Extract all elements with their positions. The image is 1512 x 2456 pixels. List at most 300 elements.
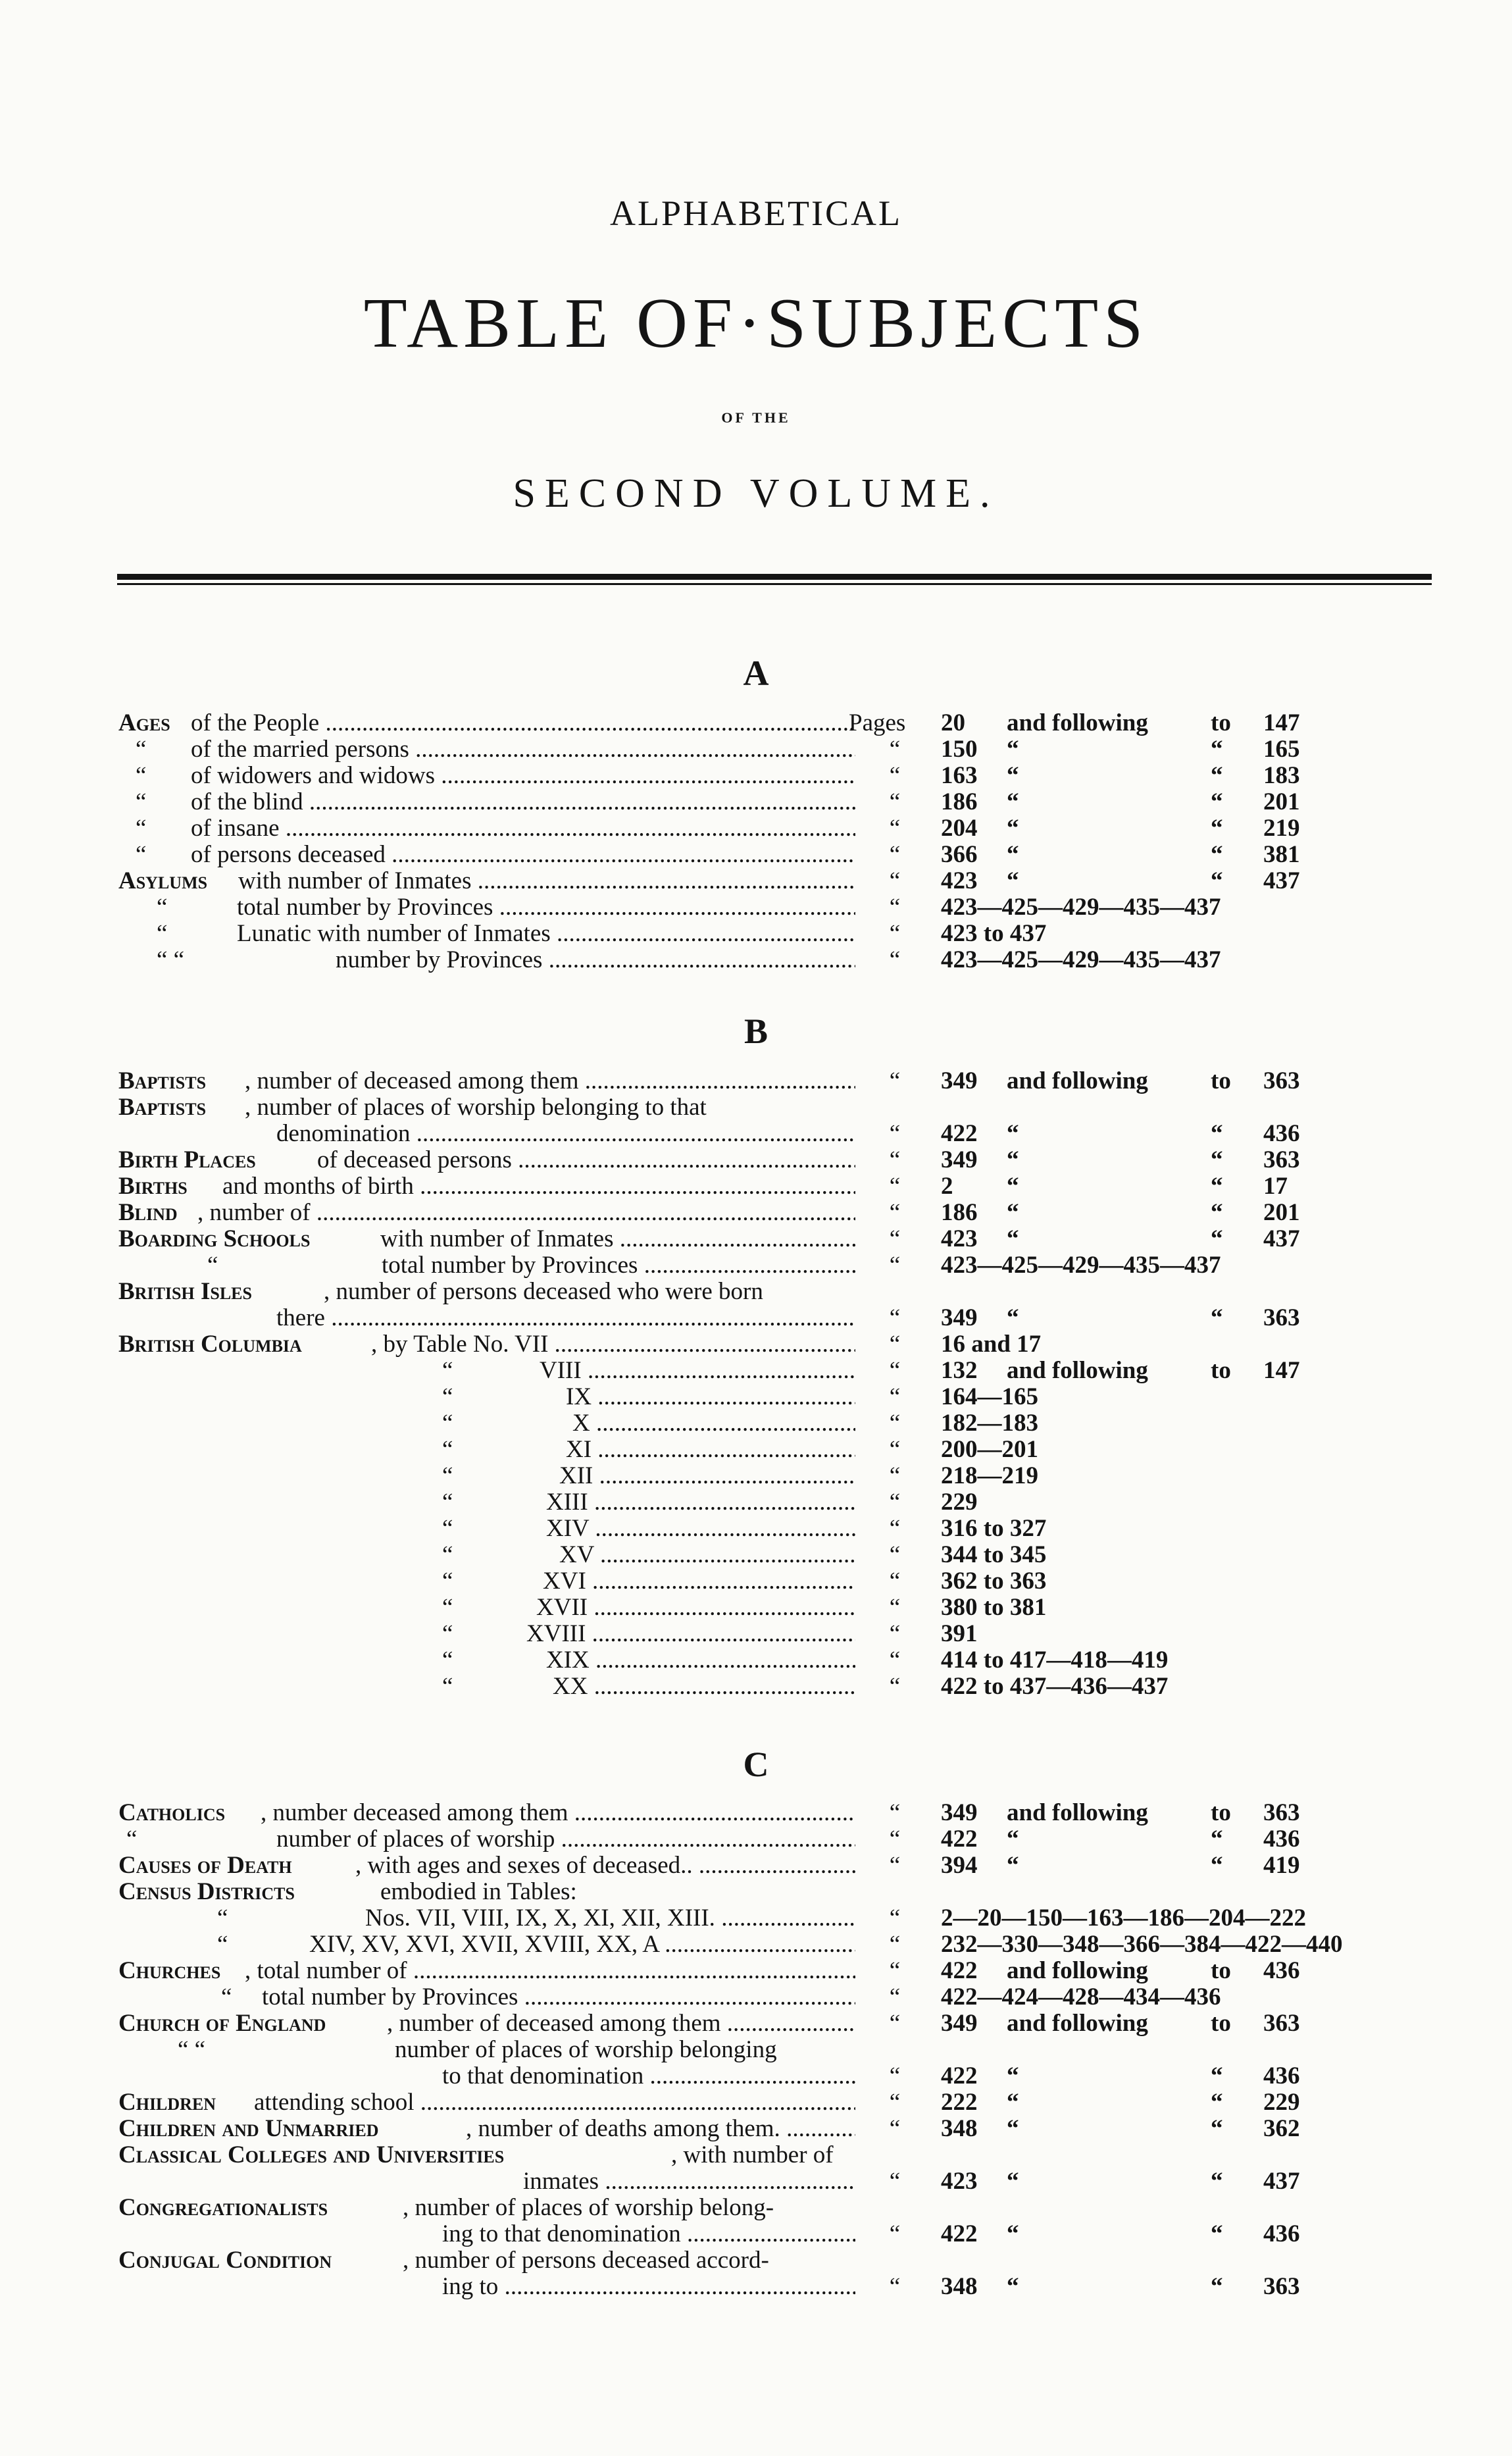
page-ref-start: 349 (941, 1304, 978, 1331)
page-ref-following: “ (1007, 1199, 1019, 1226)
page-ref-to: “ (1211, 788, 1223, 815)
entry-text: and months of birth ..... (222, 1173, 855, 1200)
entry-text: embodied in Tables: (380, 1878, 577, 1905)
page-ref-end: 363 (1263, 1304, 1300, 1331)
index-entry (0, 2089, 1512, 2116)
entry-text: with number of Inmates ..... (380, 1225, 855, 1253)
page-ref-following: “ (1007, 1826, 1019, 1853)
entry-text: , number of deaths among them. ..... (466, 2115, 855, 2143)
index-entry (0, 2036, 1512, 2064)
page-ref-end: 436 (1263, 1120, 1300, 1147)
ditto-mark: “ (136, 736, 147, 763)
index-entry (0, 1515, 1512, 1543)
pages-ditto-mark: “ (889, 1436, 901, 1463)
entry-text: XV ..... (559, 1541, 855, 1569)
ditto-mark: “ (442, 1357, 453, 1384)
page-ref-start: 422 (941, 1826, 978, 1853)
index-entry (0, 1620, 1512, 1648)
page-ref-to: “ (1211, 2273, 1223, 2300)
page-ref-end: 437 (1263, 867, 1300, 894)
page-ref-end: 219 (1263, 815, 1300, 842)
page-ref-end: 436 (1263, 2220, 1300, 2247)
page-ref-to: to (1211, 2010, 1231, 2037)
page-ref-end: 436 (1263, 2062, 1300, 2089)
ditto-mark: “ (126, 1826, 138, 1853)
index-entry (0, 1225, 1512, 1253)
page-ref-start: 362 to 363 (941, 1568, 1047, 1595)
ditto-mark: “ (442, 1410, 453, 1437)
page-ref-following: “ (1007, 2273, 1019, 2300)
page-ref-following: “ (1007, 762, 1019, 789)
ditto-mark: “ (442, 1541, 453, 1568)
pages-ditto-mark: “ (889, 1252, 901, 1279)
page-ref-start: 422 (941, 2220, 978, 2247)
page-ref-following: “ (1007, 1304, 1019, 1331)
index-entry (0, 894, 1512, 921)
page-ref-to: “ (1211, 736, 1223, 763)
page-ref-start: 348 (941, 2115, 978, 2142)
index-entry (0, 1067, 1512, 1095)
page-ref-following: “ (1007, 841, 1019, 868)
pages-ditto-mark: “ (889, 2168, 901, 2195)
page-ref-to: “ (1211, 2089, 1223, 2116)
entry-text: there ..... (276, 1304, 855, 1332)
page-ref-start: 132 (941, 1357, 978, 1384)
page-ref-following: “ (1007, 736, 1019, 763)
index-entry (0, 1304, 1512, 1332)
entry-text: X ..... (572, 1410, 855, 1437)
page-ref-following: “ (1007, 1852, 1019, 1879)
index-entry (0, 2194, 1512, 2222)
entry-heading: Children (118, 2089, 216, 2116)
entry-text: XIV ..... (546, 1515, 855, 1543)
index-entry (0, 1673, 1512, 1701)
page-ref-to: to (1211, 1957, 1231, 1984)
page-ref-following: “ (1007, 1120, 1019, 1147)
index-entry (0, 2141, 1512, 2169)
index-entry (0, 1878, 1512, 1906)
header-rule-thin (117, 583, 1432, 585)
page-ref-start: 222 (941, 2089, 978, 2116)
pages-ditto-mark: “ (889, 762, 901, 789)
entry-text: inmates ..... (523, 2168, 855, 2195)
entry-text: , total number of ..... (245, 1957, 855, 1985)
page-ref-following: and following (1007, 709, 1148, 736)
page-ref-following: “ (1007, 815, 1019, 842)
ditto-mark: “ “ (178, 2036, 206, 2063)
pages-ditto-mark: “ (889, 1620, 901, 1647)
pages-ditto-mark: “ (889, 736, 901, 763)
ditto-mark: “ (442, 1673, 453, 1700)
ditto-mark: “ (221, 1983, 232, 2010)
page-ref-start: 316 to 327 (941, 1515, 1047, 1542)
entry-text: , number of persons deceased accord- (403, 2247, 769, 2274)
ditto-mark: “ (442, 1620, 453, 1647)
page-ref-following: “ (1007, 2220, 1019, 2247)
index-entry (0, 1983, 1512, 2011)
pages-ditto-mark: “ (889, 1489, 901, 1516)
entry-text: ing to ..... (442, 2273, 855, 2301)
page-ref-following: “ (1007, 2115, 1019, 2142)
pages-ditto-mark: “ (889, 1515, 901, 1542)
page-ref-following: and following (1007, 1067, 1148, 1094)
pages-ditto-mark: “ (889, 1931, 901, 1958)
pages-ditto-mark: “ (889, 1905, 901, 1932)
entry-text: , number of persons deceased who were born (324, 1278, 763, 1305)
pages-ditto-mark: “ (889, 1462, 901, 1489)
page-ref-start: 423 to 437 (941, 920, 1047, 947)
page-ref-to: to (1211, 1357, 1231, 1384)
ditto-mark: “ (442, 1568, 453, 1595)
page-ref-to: “ (1211, 841, 1223, 868)
page-ref-start: 2 (941, 1173, 953, 1200)
entry-text: XVIII ..... (526, 1620, 855, 1648)
index-entry (0, 1357, 1512, 1385)
entry-heading: British Columbia (118, 1331, 302, 1358)
entry-text: XVI ..... (543, 1568, 855, 1595)
page-ref-following: “ (1007, 2062, 1019, 2089)
entry-text: , number of places of worship belonging to that (245, 1094, 707, 1121)
page-ref-following: “ (1007, 1173, 1019, 1200)
pages-ditto-mark: “ (889, 920, 901, 947)
index-entry (0, 867, 1512, 895)
pages-ditto-mark: “ (889, 1957, 901, 1984)
entry-heading: Baptists (118, 1094, 207, 1121)
entry-text: XII ..... (559, 1462, 855, 1490)
entry-heading: Census Districts (118, 1878, 295, 1905)
entry-heading: Conjugal Condition (118, 2247, 332, 2274)
page-ref-start: 163 (941, 762, 978, 789)
entry-heading: Births (118, 1173, 188, 1200)
index-entry (0, 1252, 1512, 1279)
pages-ditto-mark: “ (889, 1146, 901, 1173)
entry-text: , number of deceased among them ..... (387, 2010, 855, 2037)
index-entry (0, 1094, 1512, 1121)
page-ref-to: to (1211, 709, 1231, 736)
page-ref-start: 423 (941, 1225, 978, 1252)
index-entry (0, 762, 1512, 790)
pages-ditto-mark: “ (889, 1826, 901, 1853)
page-ref-start: 16 and 17 (941, 1331, 1042, 1358)
page-ref-start: 232—330—348—366—384—422—440 (941, 1931, 1343, 1958)
pages-ditto-mark: “ (889, 1199, 901, 1226)
page-ref-end: 363 (1263, 1799, 1300, 1826)
page-ref-start: 422 (941, 2062, 978, 2089)
page-ref-end: 437 (1263, 2168, 1300, 2195)
page-ref-following: “ (1007, 1146, 1019, 1173)
entry-text: IX ..... (566, 1383, 855, 1411)
entry-text: of widowers and widows ..... (191, 762, 855, 790)
page-ref-to: “ (1211, 2062, 1223, 2089)
index-entry (0, 1826, 1512, 1853)
page-ref-start: 422 (941, 1957, 978, 1984)
index-entry (0, 2115, 1512, 2143)
pages-ditto-mark: “ (889, 1852, 901, 1879)
page-ref-to: “ (1211, 1146, 1223, 1173)
entry-text: ing to that denomination ..... (442, 2220, 855, 2248)
entry-text: to that denomination ..... (442, 2062, 855, 2090)
pages-ditto-mark: “ (889, 1304, 901, 1331)
section-letter-a: A (743, 653, 769, 693)
page-ref-end: 17 (1263, 1173, 1288, 1200)
pages-ditto-mark: “ (889, 2220, 901, 2247)
page-ref-start: 414 to 417—418—419 (941, 1647, 1169, 1674)
page-ref-to: “ (1211, 762, 1223, 789)
entry-text: XVII ..... (536, 1594, 855, 1622)
entry-text: number by Provinces ..... (336, 946, 855, 974)
ditto-mark: “ (136, 788, 147, 815)
pages-ditto-mark: “ (889, 2115, 901, 2142)
ditto-mark: “ (157, 894, 168, 921)
ditto-mark: “ (442, 1462, 453, 1489)
page-ref-end: 165 (1263, 736, 1300, 763)
pages-ditto-mark: “ (889, 2062, 901, 2089)
ditto-mark: “ (442, 1383, 453, 1410)
page-ref-end: 363 (1263, 1146, 1300, 1173)
pages-ditto-mark: “ (889, 946, 901, 973)
entry-text: of the blind ..... (191, 788, 855, 816)
page-ref-start: 20 (941, 709, 965, 736)
entry-text: Lunatic with number of Inmates ..... (237, 920, 855, 948)
ditto-mark: “ (442, 1436, 453, 1463)
page-ref-start: 423—425—429—435—437 (941, 946, 1221, 973)
page-ref-to: “ (1211, 1199, 1223, 1226)
entry-text: of deceased persons ..... (317, 1146, 855, 1174)
page-ref-end: 381 (1263, 841, 1300, 868)
page-ref-start: 186 (941, 1199, 978, 1226)
entry-text: of the People ..... (191, 709, 855, 737)
entry-text: XX ..... (553, 1673, 855, 1701)
page-ref-start: 423—425—429—435—437 (941, 1252, 1221, 1279)
pages-ditto-mark: “ (889, 1594, 901, 1621)
entry-heading: Blind (118, 1199, 178, 1226)
page-ref-start: 366 (941, 841, 978, 868)
page-ref-end: 436 (1263, 1826, 1300, 1853)
page-ref-end: 201 (1263, 788, 1300, 815)
section-letter-c: C (743, 1745, 769, 1784)
page-ref-end: 363 (1263, 1067, 1300, 1094)
page-ref-to: “ (1211, 1304, 1223, 1331)
entry-text: of the married persons ..... (191, 736, 855, 763)
entry-text: , number of ..... (197, 1199, 855, 1227)
page-ref-to: “ (1211, 1173, 1223, 1200)
entry-text: of insane ..... (191, 815, 855, 842)
pages-ditto-mark: “ (889, 2010, 901, 2037)
page-title: TABLE OF·SUBJECTS (363, 284, 1149, 363)
pages-ditto-mark: “ (889, 2089, 901, 2116)
page-ref-start: 422 (941, 1120, 978, 1147)
index-entry (0, 2220, 1512, 2248)
page-ref-to: “ (1211, 2220, 1223, 2247)
pages-ditto-mark: “ (889, 1173, 901, 1200)
pages-ditto-mark: “ (889, 1331, 901, 1358)
entry-text: number of places of worship belonging (395, 2036, 777, 2063)
page-ref-start: 349 (941, 1067, 978, 1094)
page-ref-start: 218—219 (941, 1462, 1038, 1489)
page-ref-following: and following (1007, 2010, 1148, 2037)
pages-ditto-mark: “ (889, 1120, 901, 1147)
entry-text: XIII ..... (546, 1489, 855, 1516)
page-ref-start: 186 (941, 788, 978, 815)
page-ref-to: “ (1211, 815, 1223, 842)
entry-text: XIV, XV, XVI, XVII, XVIII, XX, A ..... (309, 1931, 855, 1958)
pages-ditto-mark: “ (889, 1673, 901, 1700)
index-entry (0, 1541, 1512, 1569)
entry-heading: Congregationalists (118, 2194, 328, 2221)
index-entry (0, 1931, 1512, 1958)
page-ref-start: 349 (941, 2010, 978, 2037)
entry-text: number of places of worship ..... (276, 1826, 855, 1853)
ditto-mark: “ (442, 1647, 453, 1674)
entry-text: total number by Provinces ..... (382, 1252, 855, 1279)
entry-heading: Churches (118, 1957, 221, 1984)
index-entry (0, 1146, 1512, 1174)
index-entry (0, 1410, 1512, 1437)
page-ref-start: 349 (941, 1799, 978, 1826)
index-entry (0, 1489, 1512, 1516)
entry-text: attending school ..... (254, 2089, 855, 2116)
ditto-mark: “ (442, 1594, 453, 1621)
page-ref-to: to (1211, 1067, 1231, 1094)
page-ref-to: “ (1211, 2115, 1223, 2142)
page-ref-start: 423 (941, 2168, 978, 2195)
ditto-mark: “ (207, 1252, 218, 1279)
entry-text: XI ..... (566, 1436, 855, 1464)
page-ref-start: 394 (941, 1852, 978, 1879)
page-ref-to: “ (1211, 2168, 1223, 2195)
entry-text: , number of places of worship belong- (403, 2194, 774, 2221)
entry-text: with number of Inmates ..... (238, 867, 855, 895)
index-entry (0, 1462, 1512, 1490)
section-letter-b: B (743, 1011, 769, 1051)
page-ref-following: “ (1007, 788, 1019, 815)
page-ref-start: 423—425—429—435—437 (941, 894, 1221, 921)
entry-text: , by Table No. VII ..... (371, 1331, 855, 1358)
pages-ditto-mark: “ (889, 867, 901, 894)
index-entry (0, 736, 1512, 763)
page-ref-end: 147 (1263, 1357, 1300, 1384)
page-ref-following: “ (1007, 2168, 1019, 2195)
page-ref-start: 344 to 345 (941, 1541, 1047, 1568)
entry-heading: Classical Colleges and Universities (118, 2141, 505, 2168)
page-ref-to: “ (1211, 867, 1223, 894)
pages-ditto-mark: “ (889, 1357, 901, 1384)
pages-ditto-mark: “ (889, 1225, 901, 1252)
page-ref-start: 391 (941, 1620, 978, 1647)
header-of-the: OF THE (721, 409, 791, 426)
page-ref-start: 423 (941, 867, 978, 894)
index-entry (0, 1647, 1512, 1674)
page-ref-end: 201 (1263, 1199, 1300, 1226)
index-entry (0, 946, 1512, 974)
index-entry (0, 1278, 1512, 1306)
index-entry (0, 1905, 1512, 1932)
page-ref-following: and following (1007, 1357, 1148, 1384)
entry-text: total number by Provinces ..... (262, 1983, 855, 2011)
entry-heading: Asylums (118, 867, 208, 894)
ditto-mark: “ (217, 1905, 228, 1932)
entry-heading: Baptists (118, 1067, 207, 1094)
entry-heading: Church of England (118, 2010, 326, 2037)
entry-text: total number by Provinces ..... (237, 894, 855, 921)
entry-text: XIX ..... (546, 1647, 855, 1674)
index-entry (0, 2247, 1512, 2274)
ditto-mark: “ (157, 920, 168, 947)
page-ref-start: 150 (941, 736, 978, 763)
entry-text: Nos. VII, VIII, IX, X, XI, XII, XIII. ..... (365, 1905, 855, 1932)
ditto-mark: “ (442, 1515, 453, 1542)
header-rule-thick (117, 574, 1432, 580)
entry-heading: Children and Unmarried (118, 2115, 379, 2142)
pages-ditto-mark: “ (889, 1067, 901, 1094)
entry-heading: Ages (118, 709, 170, 736)
page-ref-end: 147 (1263, 709, 1300, 736)
index-entry (0, 920, 1512, 948)
page-ref-following: “ (1007, 1225, 1019, 1252)
entry-text: VIII ..... (540, 1357, 855, 1385)
entry-text: of persons deceased ..... (191, 841, 855, 869)
pages-ditto-mark: Pages (849, 709, 906, 736)
pages-ditto-mark: “ (889, 894, 901, 921)
page-ref-start: 422—424—428—434—436 (941, 1983, 1221, 2010)
page-ref-end: 183 (1263, 762, 1300, 789)
entry-heading: Causes of Death (118, 1852, 292, 1879)
index-entry (0, 1436, 1512, 1464)
page-ref-end: 419 (1263, 1852, 1300, 1879)
page-ref-end: 437 (1263, 1225, 1300, 1252)
page-ref-end: 363 (1263, 2010, 1300, 2037)
page-ref-start: 348 (941, 2273, 978, 2300)
ditto-mark: “ (136, 815, 147, 842)
index-entry (0, 1173, 1512, 1200)
pages-ditto-mark: “ (889, 841, 901, 868)
index-entry (0, 1383, 1512, 1411)
index-entry (0, 1594, 1512, 1622)
ditto-mark: “ (217, 1931, 228, 1958)
pages-ditto-mark: “ (889, 815, 901, 842)
page-ref-end: 229 (1263, 2089, 1300, 2116)
page-ref-start: 182—183 (941, 1410, 1038, 1437)
entry-text: , number deceased among them ..... (261, 1799, 855, 1827)
page-ref-following: “ (1007, 2089, 1019, 2116)
page-ref-to: “ (1211, 1225, 1223, 1252)
entry-heading: Catholics (118, 1799, 226, 1826)
page-ref-end: 362 (1263, 2115, 1300, 2142)
page-ref-end: 363 (1263, 2273, 1300, 2300)
page-ref-following: “ (1007, 867, 1019, 894)
index-entry (0, 2168, 1512, 2195)
page-ref-following: and following (1007, 1957, 1148, 1984)
page-ref-following: and following (1007, 1799, 1148, 1826)
entry-text: , number of deceased among them ..... (245, 1067, 855, 1095)
entry-text: denomination ..... (276, 1120, 855, 1148)
ditto-mark: “ (136, 841, 147, 868)
entry-heading: Boarding Schools (118, 1225, 311, 1252)
ditto-mark: “ “ (157, 946, 185, 973)
index-entry (0, 815, 1512, 842)
pages-ditto-mark: “ (889, 788, 901, 815)
index-entry (0, 1957, 1512, 1985)
index-entry (0, 1568, 1512, 1595)
page-ref-to: “ (1211, 1120, 1223, 1147)
pages-ditto-mark: “ (889, 1410, 901, 1437)
index-entry (0, 1199, 1512, 1227)
pages-ditto-mark: “ (889, 1647, 901, 1674)
index-entry (0, 1852, 1512, 1880)
pages-ditto-mark: “ (889, 1799, 901, 1826)
index-entry (0, 1331, 1512, 1358)
page-ref-start: 380 to 381 (941, 1594, 1047, 1621)
